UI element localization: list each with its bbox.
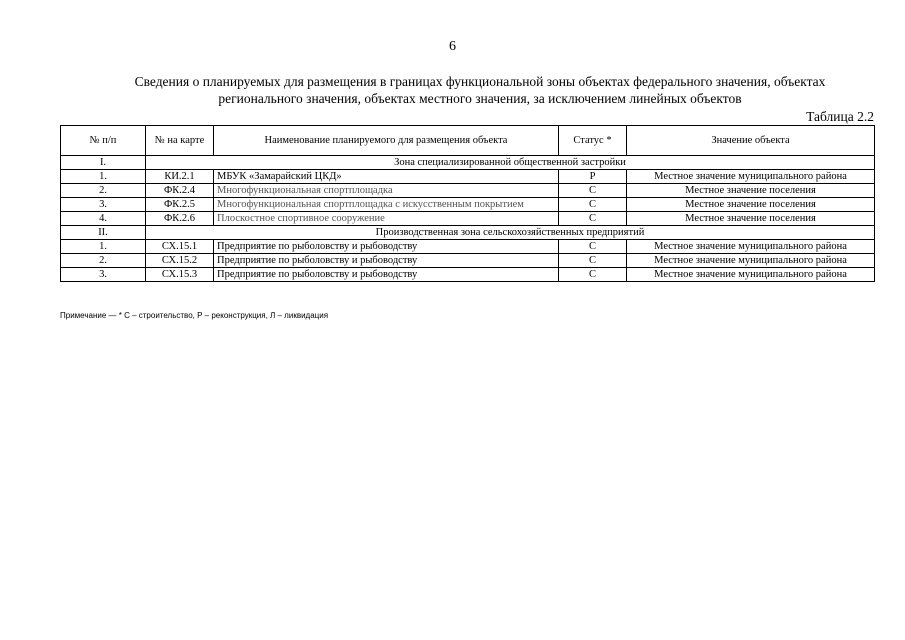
map-code: ФК.2.6 — [146, 212, 214, 226]
row-number: 4. — [61, 212, 146, 226]
objects-table — [60, 125, 875, 282]
object-name: Плоскостное спортивное сооружение — [214, 212, 559, 226]
object-status: С — [559, 198, 627, 212]
table-row — [61, 198, 875, 212]
header-map: № на карте — [146, 126, 214, 156]
table-row — [61, 212, 875, 226]
object-value: Местное значение муниципального района — [627, 170, 875, 184]
row-number: 2. — [61, 184, 146, 198]
document-title — [60, 73, 900, 107]
section-number: I. — [61, 156, 146, 170]
header-status: Статус * — [559, 126, 627, 156]
table-row — [61, 240, 875, 254]
table-body — [61, 156, 875, 282]
object-value: Местное значение поселения — [627, 212, 875, 226]
title-line-1: Сведения о планируемых для размещения в границах функциональной зоны объектах федерального значения, объектах — [134, 74, 826, 89]
object-status: С — [559, 268, 627, 282]
row-number: 2. — [61, 254, 146, 268]
header-name: Наименование планируемого для размещения объекта — [214, 126, 559, 156]
object-status: С — [559, 212, 627, 226]
object-value: Местное значение поселения — [627, 198, 875, 212]
object-name: Многофункциональная спортплощадка с искусственным покрытием — [214, 198, 559, 212]
object-name: Предприятие по рыболовству и рыбоводству — [214, 268, 559, 282]
map-code: СХ.15.3 — [146, 268, 214, 282]
table-row — [61, 184, 875, 198]
row-number: 3. — [61, 268, 146, 282]
object-status: С — [559, 254, 627, 268]
table-label: Таблица 2.2 — [806, 109, 874, 124]
header-num: № п/п — [61, 126, 146, 156]
table-row — [61, 254, 875, 268]
object-status: С — [559, 240, 627, 254]
object-name: Предприятие по рыболовству и рыбоводству — [214, 240, 559, 254]
table-note: Примечание — * С – строительство, Р – реконструкция, Л – ликвидация — [60, 311, 329, 320]
table-section-row — [61, 156, 875, 170]
object-value: Местное значение поселения — [627, 184, 875, 198]
object-name: Предприятие по рыболовству и рыбоводству — [214, 254, 559, 268]
page-number: 6 — [449, 39, 456, 54]
row-number: 3. — [61, 198, 146, 212]
object-value: Местное значение муниципального района — [627, 254, 875, 268]
table-header-row — [61, 126, 875, 156]
row-number: 1. — [61, 170, 146, 184]
map-code: СХ.15.2 — [146, 254, 214, 268]
section-title: Производственная зона сельскохозяйственных предприятий — [146, 226, 875, 240]
table-row — [61, 268, 875, 282]
map-code: КИ.2.1 — [146, 170, 214, 184]
row-number: 1. — [61, 240, 146, 254]
title-line-2: регионального значения, объектах местного значения, за исключением линейных объектов — [218, 91, 742, 106]
map-code: ФК.2.5 — [146, 198, 214, 212]
section-number: II. — [61, 226, 146, 240]
table-section-row — [61, 226, 875, 240]
object-status: С — [559, 184, 627, 198]
object-value: Местное значение муниципального района — [627, 240, 875, 254]
section-title: Зона специализированной общественной застройки — [146, 156, 875, 170]
table-row — [61, 170, 875, 184]
map-code: СХ.15.1 — [146, 240, 214, 254]
object-value: Местное значение муниципального района — [627, 268, 875, 282]
object-name: Многофункциональная спортплощадка — [214, 184, 559, 198]
map-code: ФК.2.4 — [146, 184, 214, 198]
object-status: Р — [559, 170, 627, 184]
object-name: МБУК «Замарайский ЦКД» — [214, 170, 559, 184]
header-value: Значение объекта — [627, 126, 875, 156]
